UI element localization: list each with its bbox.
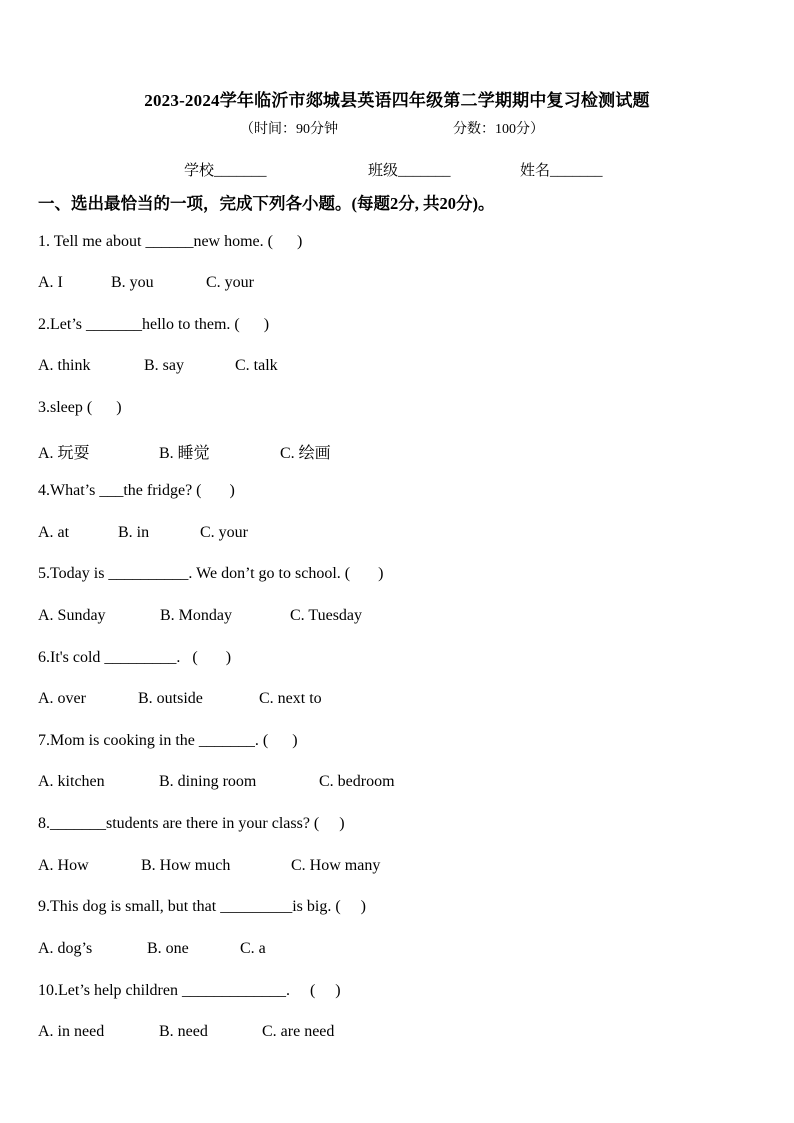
- option-a: A. dog’s: [38, 940, 93, 957]
- option-b: B. 睡觉: [159, 445, 210, 462]
- option-a: A. think: [38, 357, 91, 374]
- name-field: 姓名_______: [520, 163, 603, 179]
- option-b: B. say: [144, 357, 184, 374]
- option-b: B. dining room: [159, 773, 257, 790]
- option-b: B. need: [159, 1023, 208, 1040]
- option-c: C. 绘画: [280, 445, 331, 462]
- question-6-stem: 6.It's cold _________. ( ): [38, 649, 232, 666]
- option-a: A. in need: [38, 1023, 105, 1040]
- option-b: B. one: [147, 940, 189, 957]
- option-b: B. Monday: [160, 607, 232, 624]
- option-a: A. How: [38, 857, 89, 874]
- option-c: C. Tuesday: [290, 607, 363, 624]
- school-field: 学校_______: [184, 163, 267, 179]
- option-b: B. outside: [138, 690, 203, 707]
- question-3-stem: 3.sleep ( ): [38, 399, 122, 416]
- exam-time: （时间：90分钟: [240, 122, 338, 137]
- question-10-stem: 10.Let’s help children _____________. ( ): [38, 982, 341, 999]
- section-heading: 一、选出最恰当的一项，完成下列各小题。(每题2分, 共20分)。: [38, 194, 495, 213]
- question-4-stem: 4.What’s ___the fridge? ( ): [38, 482, 235, 499]
- option-a: A. kitchen: [38, 773, 105, 790]
- class-field: 班级_______: [368, 163, 451, 179]
- option-c: C. talk: [235, 357, 278, 374]
- option-a: A. Sunday: [38, 607, 106, 624]
- option-c: C. How many: [291, 857, 381, 874]
- option-c: C. are need: [262, 1023, 335, 1040]
- option-b: B. you: [111, 274, 154, 291]
- exam-title: 2023-2024学年临沂市郯城县英语四年级第二学期期中复习检测试题: [144, 91, 650, 110]
- question-7-stem: 7.Mom is cooking in the _______. ( ): [38, 732, 298, 749]
- question-8-stem: 8._______students are there in your class? ( ): [38, 815, 345, 832]
- exam-score: 分数：100分）: [453, 122, 544, 137]
- option-b: B. in: [118, 524, 150, 541]
- option-a: A. I: [38, 274, 63, 291]
- option-a: A. 玩耍: [38, 445, 90, 462]
- option-c: C. next to: [259, 690, 322, 707]
- option-c: C. your: [200, 524, 248, 541]
- option-a: A. at: [38, 524, 70, 541]
- question-9-stem: 9.This dog is small, but that _________is big. ( ): [38, 898, 366, 915]
- option-a: A. over: [38, 690, 86, 707]
- option-b: B. How much: [141, 857, 231, 874]
- question-2-stem: 2.Let’s _______hello to them. ( ): [38, 316, 270, 333]
- question-1-stem: 1. Tell me about ______new home. ( ): [38, 233, 303, 250]
- question-5-stem: 5.Today is __________. We don’t go to school. ( ): [38, 565, 384, 582]
- option-c: C. your: [206, 274, 254, 291]
- option-c: C. a: [240, 940, 266, 957]
- option-c: C. bedroom: [319, 773, 395, 790]
